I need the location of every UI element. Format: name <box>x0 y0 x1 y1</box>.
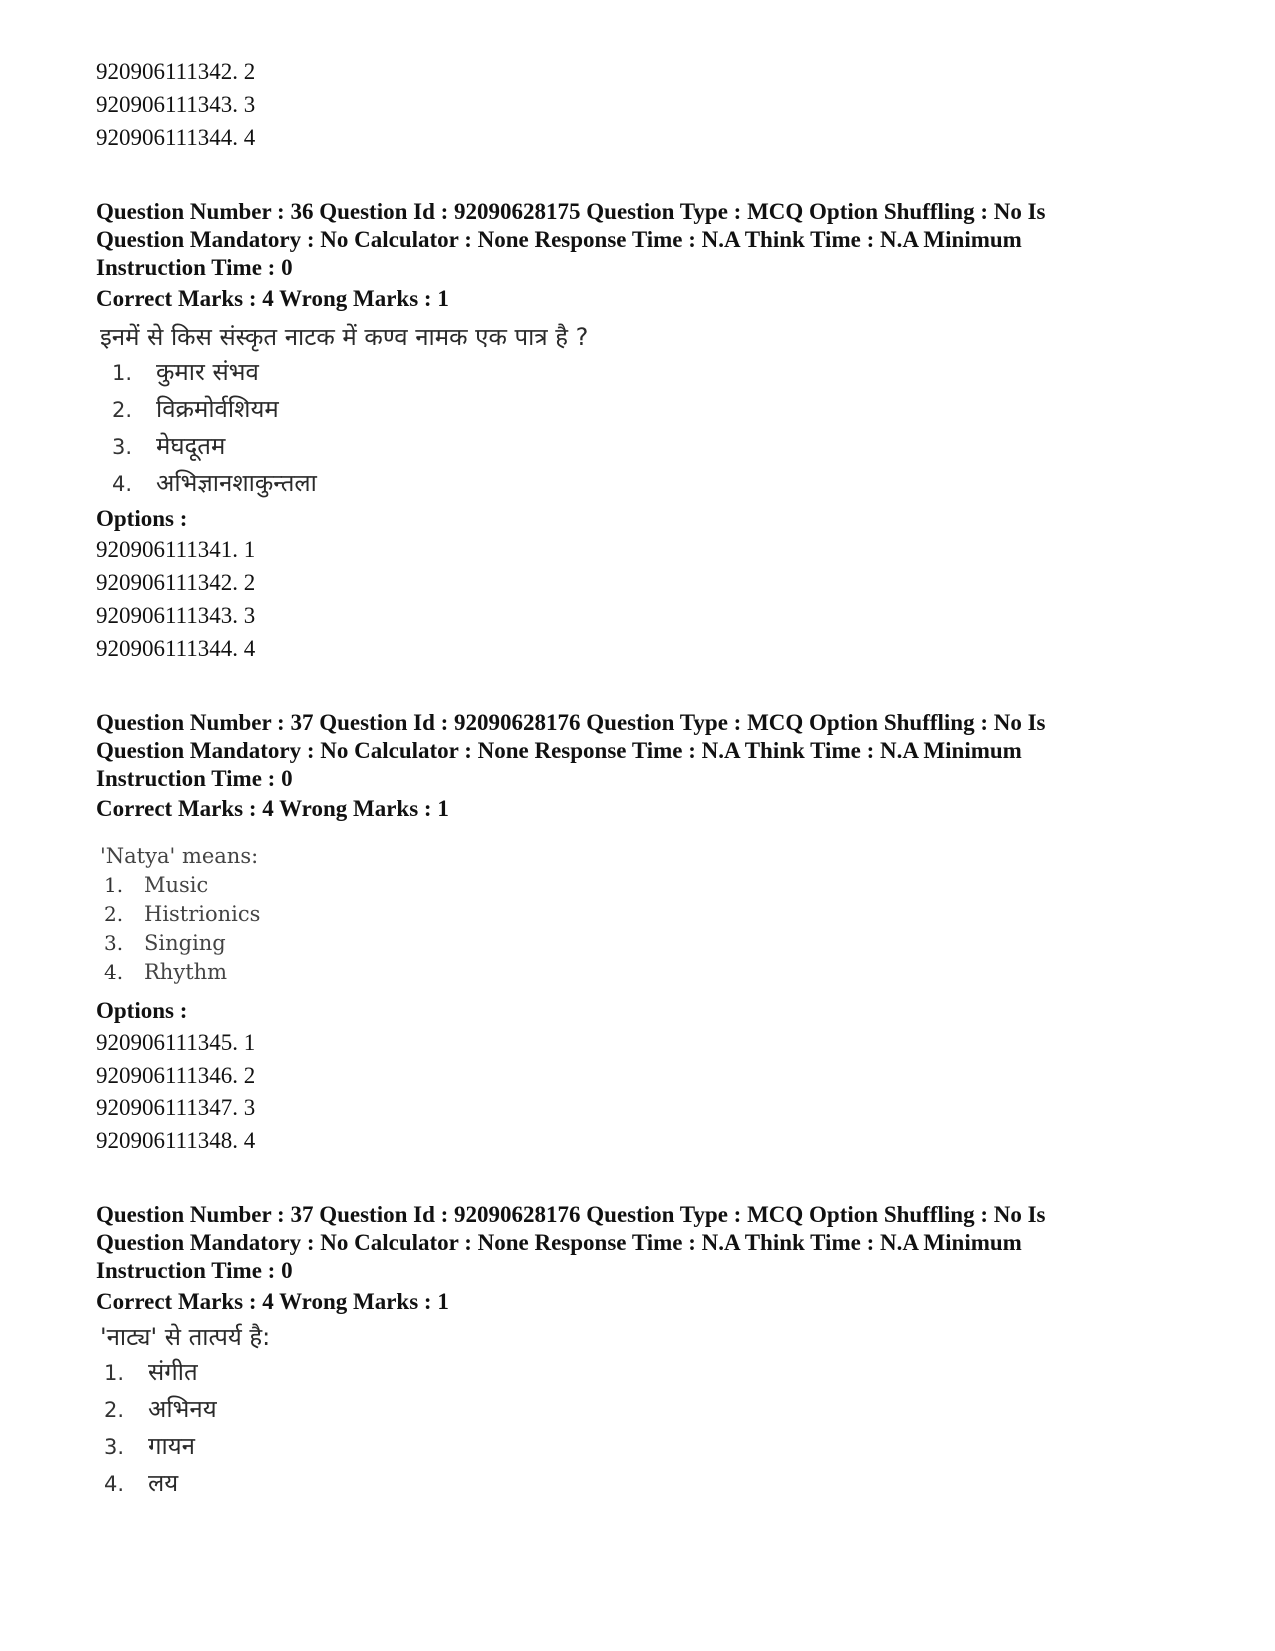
choice-number: 1. <box>104 873 124 897</box>
option-line: 920906111344. 4 <box>96 125 256 150</box>
choice-text: Singing <box>144 931 226 955</box>
option-line: 920906111348. 4 <box>96 1128 256 1153</box>
question-header: Question Number : 37 Question Id : 92090628176 Question Type : MCQ Option Shuffling : No Is Question Mandatory : No Calculator : None Response Time : N.A Think Time : N.A Minimum Instruction Time : 0 <box>96 1202 1046 1283</box>
question-header: Question Number : 37 Question Id : 92090628176 Question Type : MCQ Option Shuffling : No Is Question Mandatory : No Calculator : None Response Time : N.A Think Time : N.A Minimum Instruction Time : 0 <box>96 710 1046 791</box>
choice-text: लय <box>148 1469 179 1497</box>
option-line: 920906111342. 2 <box>96 570 256 595</box>
question-block <box>100 320 588 502</box>
choice-text: Histrionics <box>144 902 261 926</box>
option-line: 920906111343. 3 <box>96 92 256 117</box>
question-header: Question Number : 36 Question Id : 92090628175 Question Type : MCQ Option Shuffling : No Is Question Mandatory : No Calculator : None Response Time : N.A Think Time : N.A Minimum Instruction Time : 0 <box>96 199 1046 280</box>
options-label: Options : <box>96 998 188 1023</box>
choice-number: 4. <box>112 472 133 496</box>
question-stem: 'नाट्य' से तात्पर्य है: <box>100 1323 271 1351</box>
option-line: 920906111343. 3 <box>96 603 256 628</box>
question-stem: 'Natya' means: <box>100 844 259 868</box>
choice-number: 1. <box>104 1361 125 1385</box>
choice-text: कुमार संभव <box>156 358 259 386</box>
options-label: Options : <box>96 506 188 531</box>
choice-item <box>100 354 588 391</box>
option-line: 920906111344. 4 <box>96 636 256 661</box>
choice-item <box>100 391 588 428</box>
choice-item <box>100 1354 270 1391</box>
option-line: 920906111341. 1 <box>96 537 256 562</box>
choice-item <box>100 958 260 987</box>
marks-line: Correct Marks : 4 Wrong Marks : 1 <box>96 796 449 821</box>
marks-line: Correct Marks : 4 Wrong Marks : 1 <box>96 286 449 311</box>
choice-text: विक्रमोर्वशियम <box>156 395 279 423</box>
choice-item <box>100 871 260 900</box>
choice-item <box>100 929 260 958</box>
choice-text: संगीत <box>148 1358 198 1386</box>
choice-number: 3. <box>112 435 133 459</box>
choice-text: अभिनय <box>148 1395 217 1423</box>
choice-number: 3. <box>104 1435 125 1459</box>
choice-item <box>100 465 588 502</box>
choice-number: 2. <box>112 398 133 422</box>
marks-line: Correct Marks : 4 Wrong Marks : 1 <box>96 1289 449 1314</box>
option-line: 920906111347. 3 <box>96 1095 256 1120</box>
choice-number: 2. <box>104 902 124 926</box>
question-block <box>100 1320 270 1502</box>
choice-number: 3. <box>104 931 124 955</box>
choice-number: 2. <box>104 1398 125 1422</box>
choice-number: 4. <box>104 1472 125 1496</box>
choice-number: 4. <box>104 960 124 984</box>
choice-text: मेघदूतम <box>156 432 226 460</box>
option-line: 920906111346. 2 <box>96 1063 256 1088</box>
choice-item <box>100 1465 270 1502</box>
choice-text: अभिज्ञानशाकुन्तला <box>156 469 317 497</box>
choice-item <box>100 900 260 929</box>
choice-text: Music <box>144 873 209 897</box>
choice-text: गायन <box>148 1432 195 1460</box>
choice-number: 1. <box>112 361 133 385</box>
choice-item <box>100 1428 270 1465</box>
choice-item <box>100 1391 270 1428</box>
option-line: 920906111342. 2 <box>96 59 256 84</box>
choice-text: Rhythm <box>144 960 228 984</box>
choice-item <box>100 428 588 465</box>
question-stem: इनमें से किस संस्कृत नाटक में कण्व नामक एक पात्र है ? <box>100 323 589 351</box>
question-block <box>100 841 260 987</box>
option-line: 920906111345. 1 <box>96 1030 256 1055</box>
